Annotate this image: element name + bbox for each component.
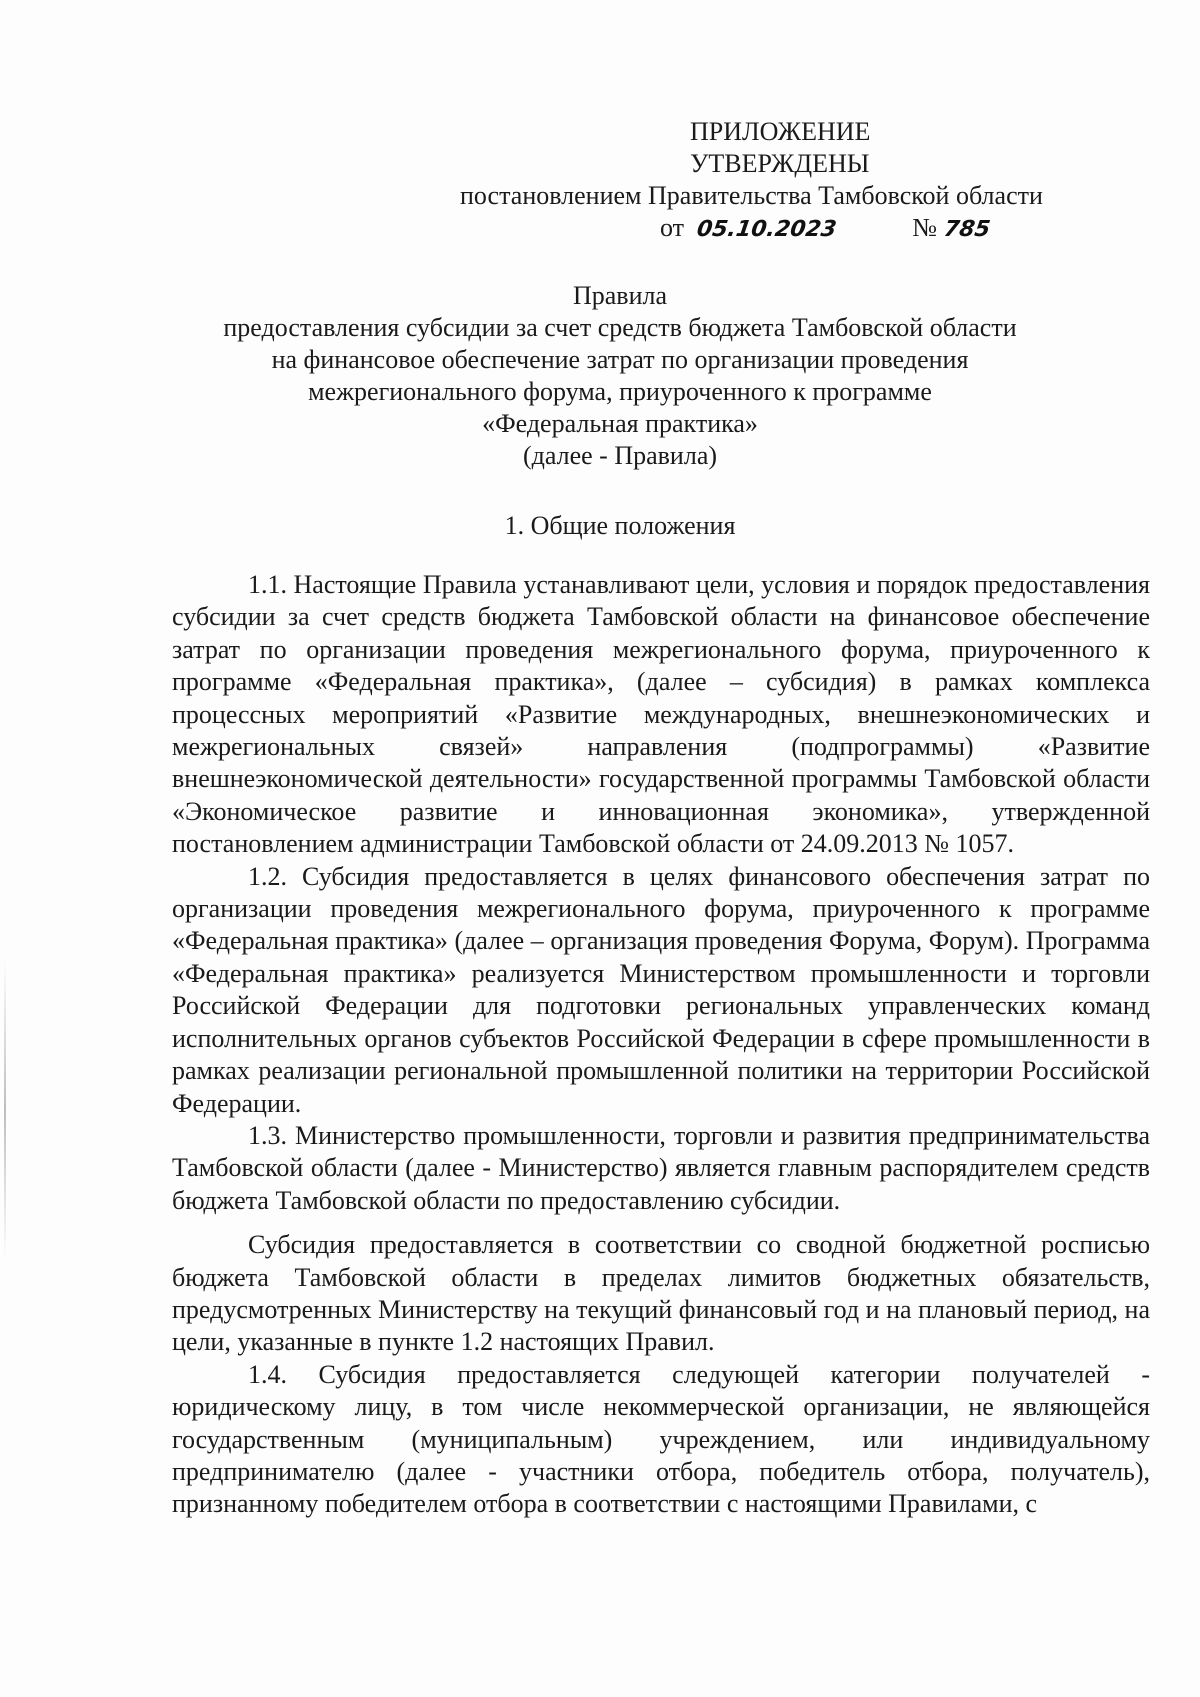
- scan-edge-mark: [4, 960, 6, 1260]
- title-line-3: на финансовое обеспечение затрат по организации проведения: [271, 345, 969, 374]
- title-line-4: межрегионального форума, приуроченного к программе: [308, 377, 932, 406]
- title-line-5: «Федеральная практика»: [482, 409, 758, 438]
- number-prefix: №: [912, 213, 938, 242]
- title-line-6: (далее - Правила): [522, 441, 718, 470]
- paragraph-1-4: 1.4. Субсидия предоставляется следующей категории получателей - юридическому лицу, в том числе некоммерческой организации, не являющейся государственным (муниципальным) учреждением, или индивидуальному предпринимателю (далее - участники отбора, победитель отбора, получатель), признанному победителем отбора в соответствии с настоящими Правилами, с: [172, 1359, 1150, 1519]
- approved-label: УТВЕРЖДЕНЫ: [690, 149, 870, 178]
- paragraph-1-3: 1.3. Министерство промышленности, торговли и развития предпринимательства Тамбовской области (далее - Министерство) является главным распорядителем средств бюджета Тамбовской области по предоставлению субсидии.: [172, 1120, 1150, 1215]
- paragraph-1-3-continued: Субсидия предоставляется в соответствии со сводной бюджетной росписью бюджета Тамбовской области в пределах лимитов бюджетных обязательств, предусмотренных Министерству на текущий финансовый год и на плановый период, на цели, указанные в пункте 1.2 настоящих Правил.: [172, 1230, 1150, 1357]
- approval-block: [460, 116, 1120, 246]
- document-title: [170, 280, 1070, 472]
- section-heading: 1. Общие положения: [504, 511, 736, 540]
- appendix-label: ПРИЛОЖЕНИЕ: [690, 117, 871, 146]
- date-prefix: от: [660, 213, 685, 242]
- handwritten-number: 785: [941, 217, 992, 242]
- title-line-2: предоставления субсидии за счет средств бюджета Тамбовской области: [223, 313, 1017, 342]
- paragraph-1-1: 1.1. Настоящие Правила устанавливают цели, условия и порядок предоставления субсидии за счет средств бюджета Тамбовской области на финансовое обеспечение затрат по организации проведения межрегионального форума, приуроченного к программе «Федеральная практика», (далее – субсидия) в рамках комплекса процессных мероприятий «Развитие международных, внешнеэкономических и межрегиональных связей» направления (подпрограммы) «Развитие внешнеэкономической деятельности» государственной программы Тамбовской области «Экономическое развитие и инновационная экономика», утвержденной постановлением администрации Тамбовской области от 24.09.2013 № 1057.: [172, 570, 1150, 859]
- decree-line: постановлением Правительства Тамбовской области: [460, 181, 1043, 210]
- date-number-line: [660, 212, 1120, 246]
- paragraph-1-2: 1.2. Субсидия предоставляется в целях финансового обеспечения затрат по организации проведения межрегионального форума, приуроченного к программе «Федеральная практика» (далее – организация проведения Форума, Форум). Программа «Федеральная практика» реализуется Министерством промышленности и торговли Российской Федерации для подготовки региональных управленческих команд исполнительных органов субъектов Российской Федерации в сфере промышленности в рамках реализации региональной промышленной политики на территории Российской Федерации.: [172, 861, 1150, 1118]
- body-text: [172, 569, 1150, 1521]
- title-line-1: Правила: [572, 281, 668, 310]
- handwritten-date: 05.10.2023: [694, 217, 838, 242]
